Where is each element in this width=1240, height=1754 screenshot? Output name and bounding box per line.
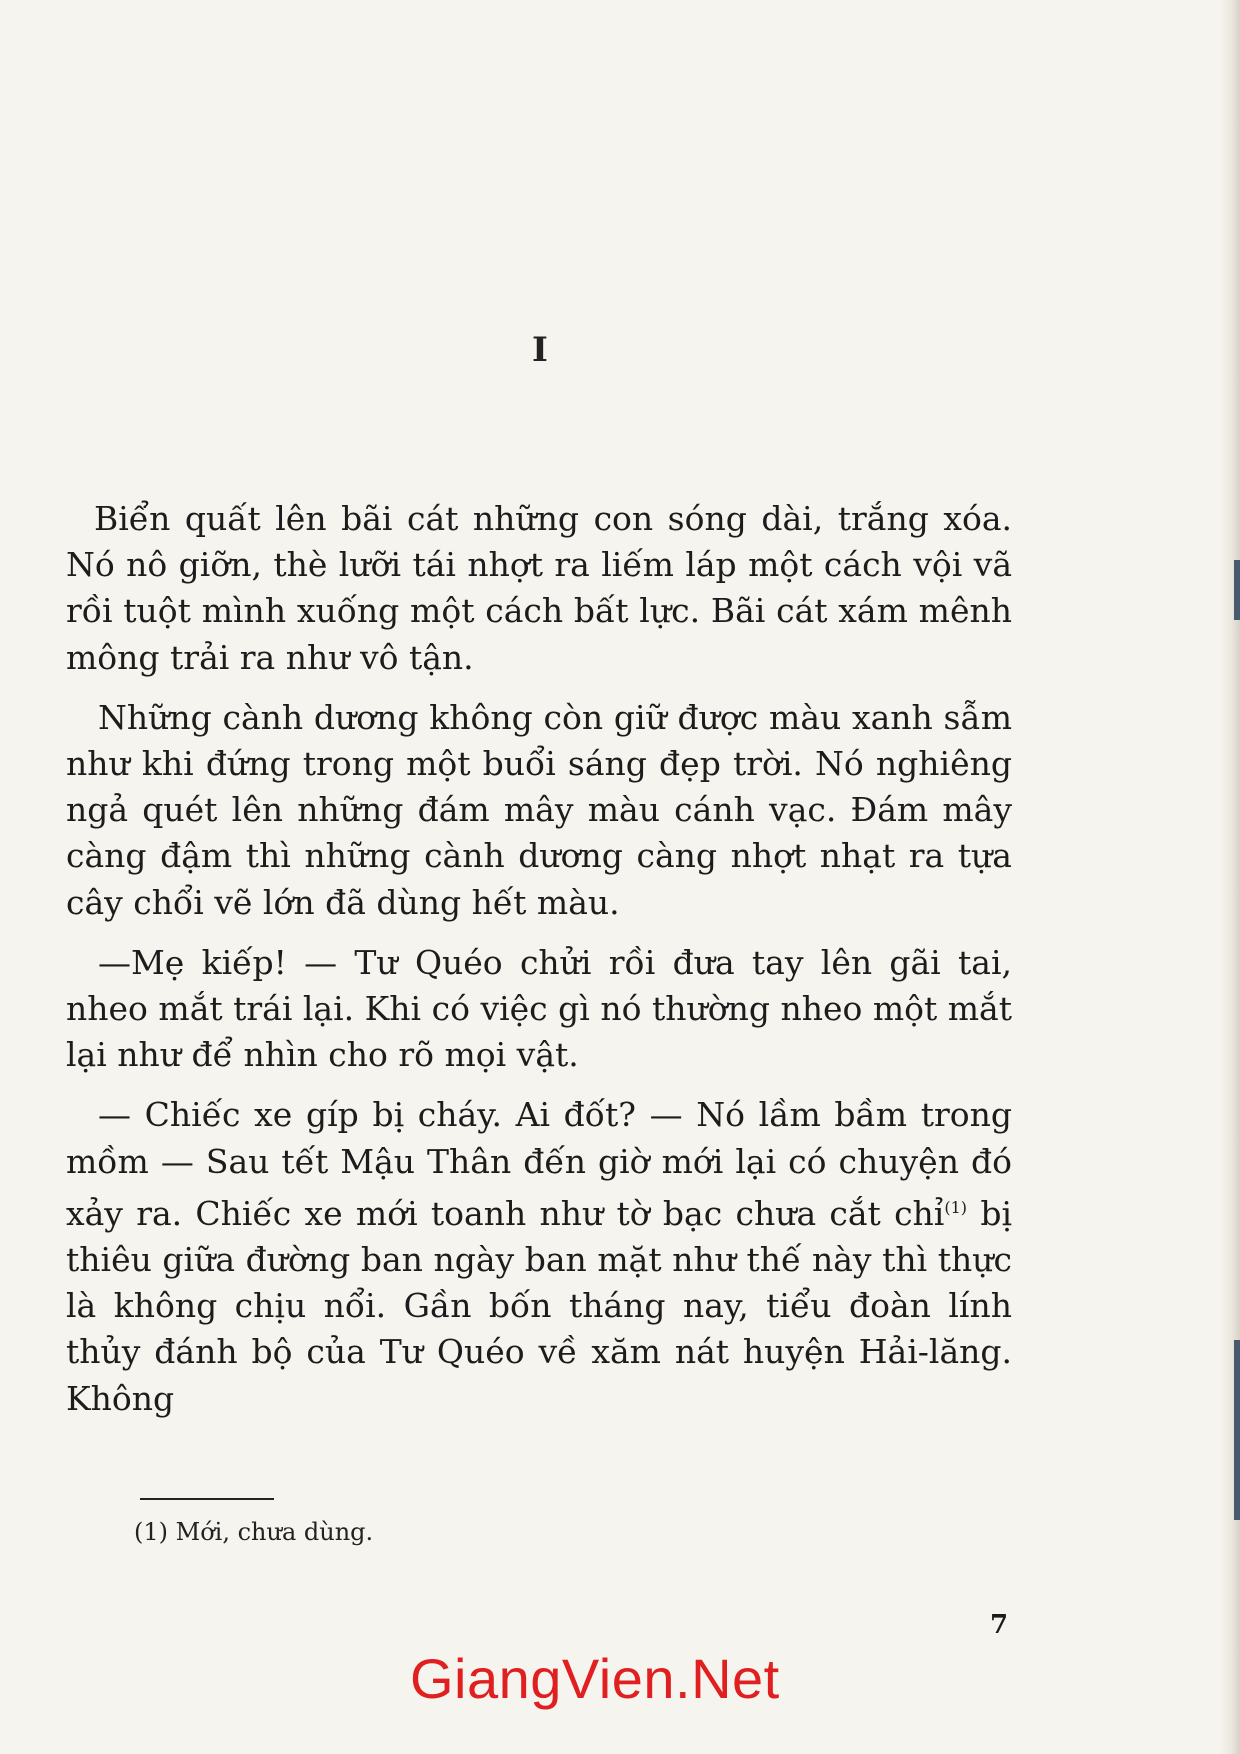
paragraph-text: — Chiếc xe gíp bị cháy. Ai đốt? — Nó lầm bầm trong mồm — Sau tết Mậu Thân đến giờ mới lại có chuyện đó xảy ra. Chiếc xe mới toanh như tờ bạc chưa cắt chỉ bbox=[66, 1095, 1012, 1233]
watermark: GiangVien.Net bbox=[410, 1647, 780, 1710]
edge-mark bbox=[1234, 560, 1240, 620]
paragraph: —Mẹ kiếp! — Tư Quéo chửi rồi đưa tay lên gãi tai, nheo mắt trái lại. Khi có việc gì nó thường nheo một mắt lại như để nhìn cho rõ mọi vật. bbox=[66, 942, 1012, 1075]
paragraph: Biển quất lên bãi cát những con sóng dài, trắng xóa. Nó nô giỡn, thè lưỡi tái nhợt ra liếm láp một cách vội vã rồi tuột mình xuống một cách bất lực. Bãi cát xám mênh mông trải ra như vô tận. bbox=[66, 499, 1012, 677]
paragraph: Những cành dương không còn giữ được màu xanh sẫm như khi đứng trong một buổi sáng đẹp trời. Nó nghiêng ngả quét lên những đám mây màu cánh vạc. Đám mây càng đậm thì những cành dương càng nhợt nhạt ra tựa cây chổi vẽ lớn đã dùng hết màu. bbox=[66, 697, 1012, 922]
page-number: 7 bbox=[990, 1610, 1009, 1640]
footnote-divider bbox=[140, 1498, 274, 1500]
chapter-heading: I bbox=[532, 330, 548, 370]
body-text bbox=[66, 496, 1012, 1436]
paragraph-text: bị thiêu giữa đường ban ngày ban mặt như thế này thì thực là không chịu nổi. Gần bốn tháng nay, tiểu đoàn lính thủy đánh bộ của Tư Quéo về xăm nát huyện Hải-lăng. Không bbox=[66, 1193, 1012, 1418]
edge-mark bbox=[1234, 1340, 1240, 1520]
paragraph bbox=[66, 1092, 1012, 1421]
footnote: (1) Mới, chưa dùng. bbox=[134, 1518, 374, 1546]
footnote-marker: (1) bbox=[944, 1197, 968, 1217]
